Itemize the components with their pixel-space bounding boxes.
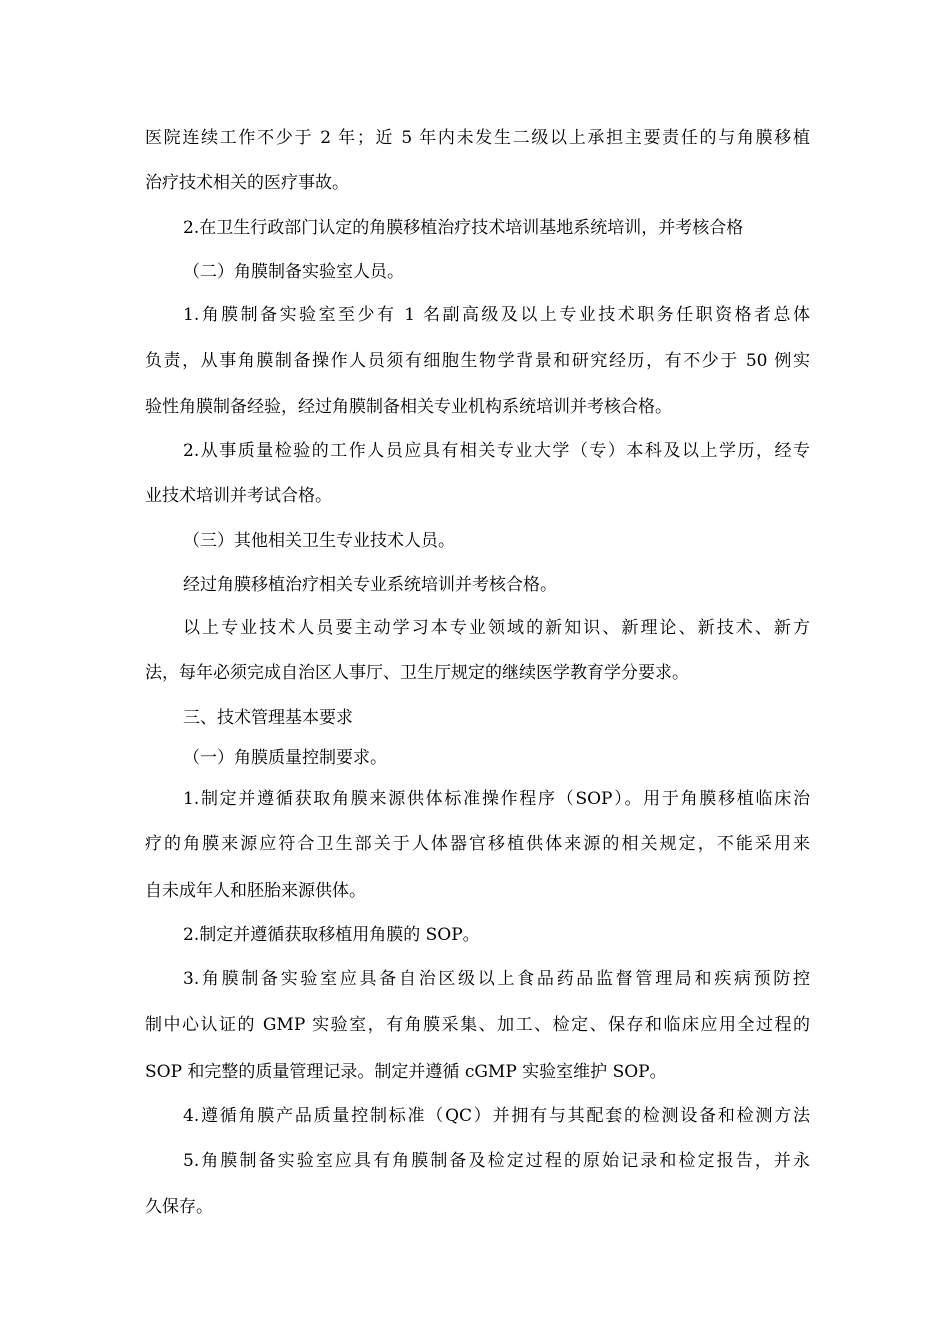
section-heading: （三）其他相关卫生专业技术人员。 xyxy=(183,531,455,551)
text-line: 2.从事质量检验的工作人员应具有相关专业大学（专）本科及以上学历，经专 xyxy=(183,441,810,461)
section-heading: （二）角膜制备实验室人员。 xyxy=(183,262,404,282)
text-line: 疗的角膜来源应符合卫生部关于人体器官移植供体来源的相关规定，不能采用来 xyxy=(145,834,810,854)
text-line: 5.角膜制备实验室应具有角膜制备及检定过程的原始记录和检定报告，并永 xyxy=(183,1151,810,1171)
text-line: 久保存。 xyxy=(145,1197,213,1217)
text-line: 经过角膜移植治疗相关专业系统培训并考核合格。 xyxy=(183,575,557,595)
text-line: 业技术培训并考试合格。 xyxy=(145,486,332,506)
section-heading: （一）角膜质量控制要求。 xyxy=(183,748,387,768)
text-line: 2.在卫生行政部门认定的角膜移植治疗技术培训基地系统培训，并考核合格 xyxy=(183,218,744,238)
text-line: 4.遵循角膜产品质量控制标准（QC）并拥有与其配套的检测设备和检测方法 xyxy=(183,1106,810,1126)
text-line: 1.制定并遵循获取角膜来源供体标准操作程序（SOP）。用于角膜移植临床治 xyxy=(183,789,810,809)
text-line: 法，每年必须完成自治区人事厅、卫生厅规定的继续医学教育学分要求。 xyxy=(145,663,689,683)
text-line: 负责，从事角膜制备操作人员须有细胞生物学背景和研究经历，有不少于 50 例实 xyxy=(145,351,810,371)
text-line: 验性角膜制备经验，经过角膜制备相关专业机构系统培训并考核合格。 xyxy=(145,397,672,417)
text-line: 制中心认证的 GMP 实验室，有角膜采集、加工、检定、保存和临床应用全过程的 xyxy=(145,1015,810,1035)
text-line: 1.角膜制备实验室至少有 1 名副高级及以上专业技术职务任职资格者总体 xyxy=(183,305,810,325)
text-line: 3.角膜制备实验室应具备自治区级以上食品药品监督管理局和疾病预防控 xyxy=(183,969,810,989)
text-line: 医院连续工作不少于 2 年；近 5 年内未发生二级以上承担主要责任的与角膜移植 xyxy=(145,128,810,148)
text-line: 以上专业技术人员要主动学习本专业领域的新知识、新理论、新技术、新方 xyxy=(183,618,810,638)
text-line: 2.制定并遵循获取移植用角膜的 SOP。 xyxy=(183,925,480,945)
text-line: 自未成年人和胚胎来源供体。 xyxy=(145,881,366,901)
text-line: SOP 和完整的质量管理记录。制定并遵循 cGMP 实验室维护 SOP。 xyxy=(145,1062,667,1082)
text-line: 治疗技术相关的医疗事故。 xyxy=(145,173,349,193)
section-heading: 三、技术管理基本要求 xyxy=(183,708,353,728)
